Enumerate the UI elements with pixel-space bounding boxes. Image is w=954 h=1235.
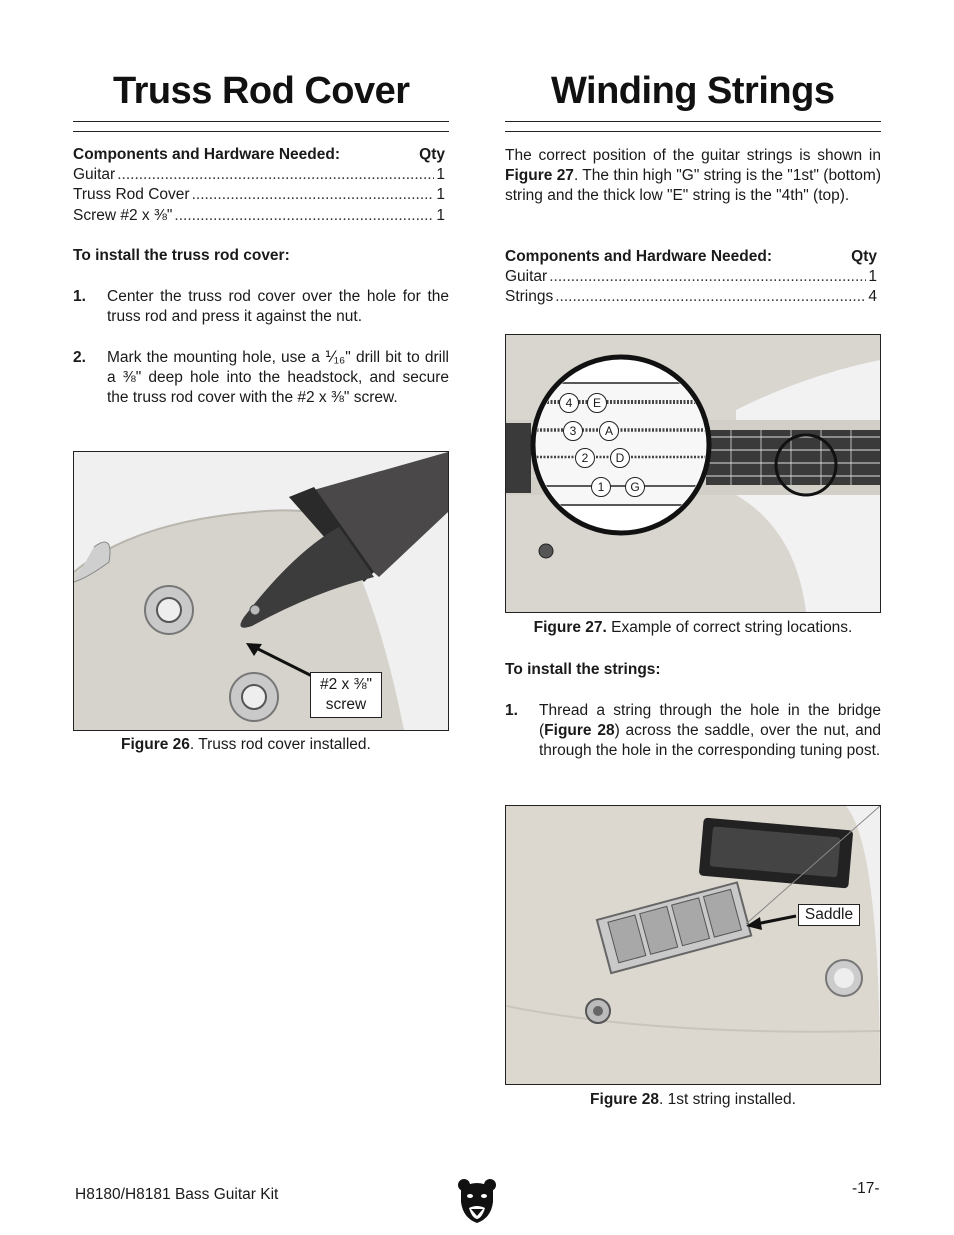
figure-27-string-locations (505, 334, 881, 613)
footer-page-number: -17- (852, 1180, 880, 1197)
string-number-1: 1 (591, 477, 611, 497)
string-number-2: 2 (575, 448, 595, 468)
string-number-4: 4 (559, 393, 579, 413)
left-install-heading: To install the truss rod cover: (73, 247, 290, 264)
string-note-g: G (625, 477, 645, 497)
left-item-screw: Screw #2 x ⅜" ..... 1 (73, 206, 445, 226)
right-intro-paragraph: The correct position of the guitar strings is shown in Figure 27. The thin high "G" string is the "1st" (bottom) string and the thick low "E" string is the "4th" (top). (505, 147, 881, 205)
figure-26-callout-screw: #2 x ⅜" screw (310, 672, 382, 718)
left-title-rule-bottom (73, 131, 449, 132)
figure-26-truss-rod-photo (73, 451, 449, 731)
left-step-2: 2. Mark the mounting hole, use a ⅟₁₆" drill bit to drill a ⅜" deep hole into the headstock, and secure the truss rod cover with the #2 x ⅜" screw. (73, 349, 449, 407)
right-title-rule-top (505, 121, 881, 122)
figure-28-caption: Figure 28. 1st string installed. (590, 1091, 796, 1108)
right-item-guitar: Guitar ..... 1 (505, 267, 877, 287)
left-title: Truss Rod Cover (113, 70, 410, 112)
right-title: Winding Strings (551, 70, 835, 112)
left-title-rule-top (73, 121, 449, 122)
left-item-truss-rod-cover: Truss Rod Cover ..... 1 (73, 185, 445, 205)
string-number-3: 3 (563, 421, 583, 441)
left-item-guitar: Guitar ..... 1 (73, 165, 445, 185)
right-components-list (505, 247, 877, 308)
right-title-rule-bottom (505, 131, 881, 132)
string-note-d: D (610, 448, 630, 468)
string-note-a: A (599, 421, 619, 441)
figure-26-caption: Figure 26. Truss rod cover installed. (121, 736, 371, 753)
left-components-list (73, 145, 445, 226)
figure-28-bridge-photo (505, 805, 881, 1085)
footer-model-title: H8180/H8181 Bass Guitar Kit (75, 1186, 279, 1203)
string-note-e: E (587, 393, 607, 413)
bear-logo-icon (457, 1178, 497, 1229)
figure-28-callout-saddle: Saddle (798, 904, 860, 926)
right-step-1: 1. Thread a string through the hole in the bridge (Figure 28) across the saddle, over the nut, and through the hole in the corresponding tuning post. (505, 702, 881, 760)
bridge-illustration (506, 806, 880, 1084)
figure-27-caption: Figure 27. Example of correct string locations. (533, 619, 853, 636)
left-components-header: Components and Hardware Needed: Qty (73, 146, 445, 163)
right-components-header: Components and Hardware Needed: Qty (505, 248, 877, 265)
left-step-1: 1. Center the truss rod cover over the hole for the truss rod and press it against the nut. (73, 288, 449, 326)
right-item-strings: Strings ..... 4 (505, 287, 877, 307)
figure-27-string-labels (506, 335, 880, 612)
truss-rod-illustration (74, 452, 448, 730)
right-install-heading: To install the strings: (505, 661, 661, 678)
